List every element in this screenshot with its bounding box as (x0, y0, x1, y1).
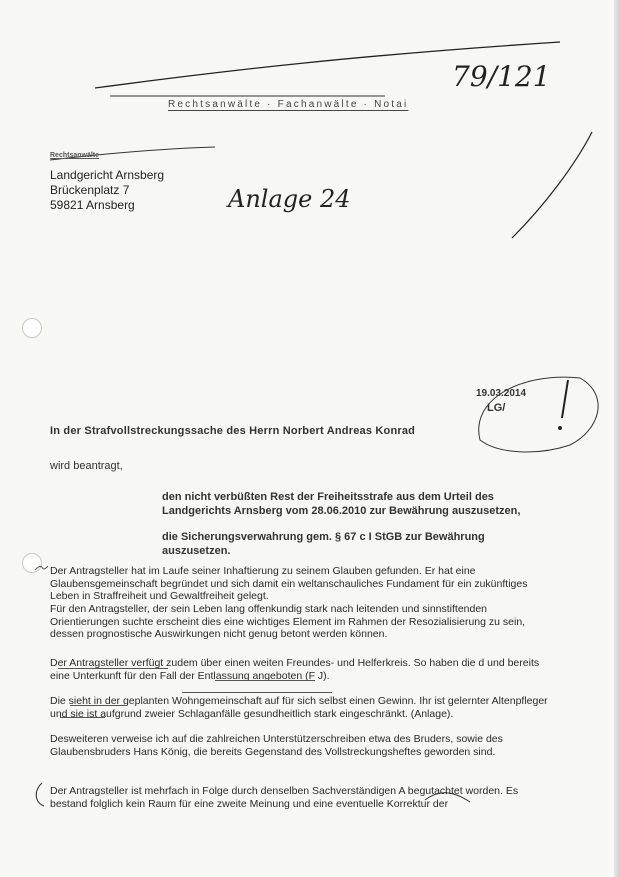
exclamation-dot (558, 426, 562, 430)
paragraph-housing: Die sieht in der geplanten Wohngemeinschaft auf für sich selbst einen Gewinn. Ihr ist gelernter Altenpfleger und sie ist aufgrund zweier Schlaganfälle gesundheitlich stark eingeschränkt. (Anlage). (50, 695, 548, 720)
stamp-date: 19.03.2014 (476, 388, 527, 399)
recipient-line-1: Landgericht Arnsberg (50, 168, 165, 182)
file-number-handwritten: 79/121 (452, 60, 551, 93)
motion-2: die Sicherungsverwahrung gem. § 67 c I StGB zur Bewährung auszusetzen. (162, 531, 485, 557)
stamp-code: LG/ (487, 402, 506, 414)
redaction-line (70, 705, 125, 706)
sender-line: Rechtsanwälte (50, 152, 100, 159)
paragraph-orientation: Für den Antragsteller, der sein Leben lang offenkundig stark nach leitenden und sinnstiftenden Orientierungen suchte erscheint dies eine wichtiges Element im Rahmen der Resozialisierung zu sein, dessen prognostische Auswirkungen nicht genug betont werden können. (50, 603, 526, 641)
redaction-line (58, 668, 168, 669)
paragraph-friends: Der Antragsteller verfügt zudem über einen weiten Freundes- und Helferkreis. So haben die d und bereits eine Unterkunft für den Fall der Entlassung angeboten (F J). (50, 657, 540, 682)
letterhead: Rechtsanwälte · Fachanwälte · Notai (168, 99, 409, 110)
paragraph-supporters: Desweiteren verweise ich auf die zahlreichen Unterstützerschreiben etwa des Bruders, sowie des Glaubensbruders Hans König, die bereits Gegenstand des Vollstreckungsheftes geworden sind. (50, 733, 503, 758)
paragraph-expert: Der Antragsteller ist mehrfach in Folge durch denselben Sachverständigen A begutachtet worden. Es bestand folglich kein Raum für eine zweite Meinung und eine eventuelle Korrektur der (50, 785, 519, 810)
margin-mark (35, 566, 48, 570)
recipient-line-2: Brückenplatz 7 (50, 183, 130, 197)
exclamation-stroke (562, 380, 568, 418)
request-line: wird beantragt, (50, 460, 123, 472)
diagonal-pen-stroke (512, 132, 592, 238)
annex-note-handwritten: Anlage 24 (228, 185, 351, 213)
motion-1: den nicht verbüßten Rest der Freiheitsstrafe aus dem Urteil des Landgerichts Arnsberg vom 28.06.2010 zur Bewährung auszusetzen, (162, 491, 521, 517)
redaction-line (60, 717, 105, 718)
recipient-address (50, 168, 164, 213)
redaction-line (182, 692, 332, 693)
case-subject: In der Strafvollstreckungssache des Herrn Norbert Andreas Konrad (50, 425, 416, 437)
redaction-line (215, 680, 315, 681)
recipient-line-3: 59821 Arnsberg (50, 198, 135, 212)
paragraph-faith: Der Antragsteller hat im Laufe seiner Inhaftierung zu seinem Glauben gefunden. Er hat eine Glaubensgemeinschaft begründet und sich damit ein weltanschauliches Fundament für ein zukünftiges Leben in Straffreiheit und Gewaltfreiheit gelegt. (50, 565, 528, 603)
bracket-mark (36, 783, 44, 806)
